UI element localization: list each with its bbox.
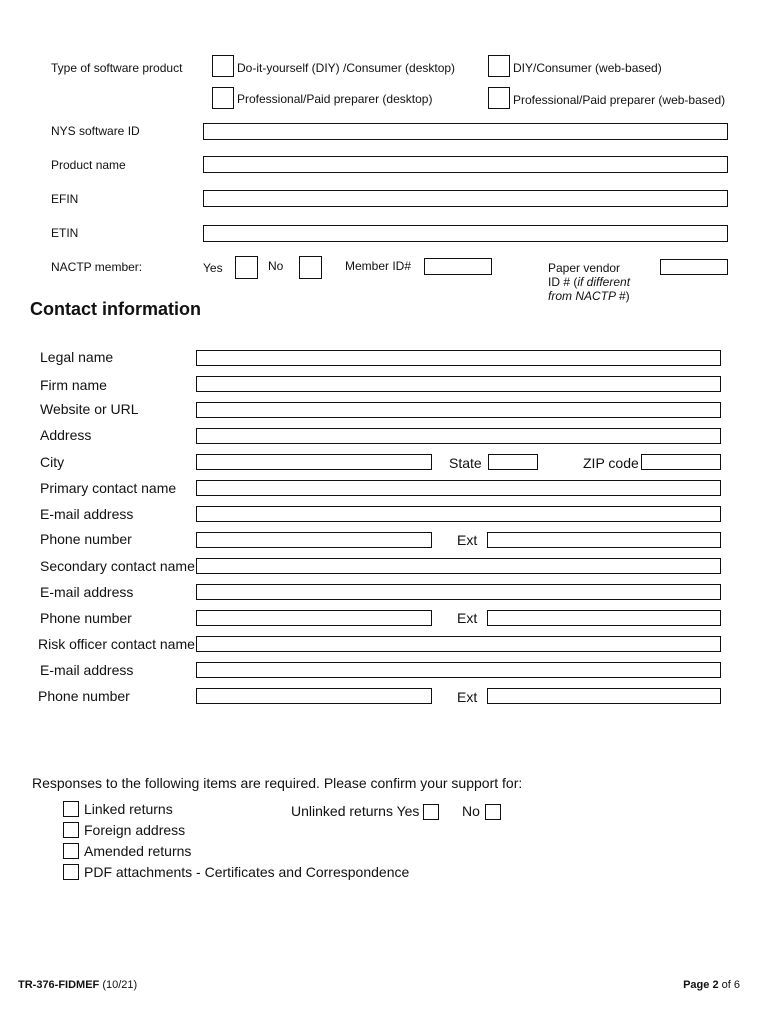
- risk-ext-label: Ext: [457, 689, 478, 705]
- foreign-address-checkbox[interactable]: [63, 822, 79, 838]
- paper-vendor-label: Paper vendor ID # (if different from NACTP #): [548, 261, 631, 303]
- linked-returns-label: Linked returns: [84, 801, 173, 817]
- zip-field[interactable]: [641, 454, 721, 470]
- nactp-yes-label: Yes: [203, 261, 223, 275]
- form-id: [18, 979, 137, 991]
- pro-web-label: Professional/Paid preparer (web-based): [513, 93, 726, 107]
- pdf-attachments-checkbox[interactable]: [63, 864, 79, 880]
- primary-email-field[interactable]: [196, 506, 721, 522]
- risk-phone-field[interactable]: [196, 688, 432, 704]
- unlinked-no-checkbox[interactable]: [485, 804, 501, 820]
- risk-contact-label: Risk officer contact name: [38, 636, 195, 652]
- efin-field[interactable]: [203, 190, 728, 207]
- primary-ext-label: Ext: [457, 532, 478, 548]
- member-id-field[interactable]: [424, 258, 492, 275]
- contact-info-heading: Contact information: [30, 299, 201, 319]
- nys-software-id-label: NYS software ID: [51, 124, 140, 138]
- risk-contact-field[interactable]: [196, 636, 721, 652]
- unlinked-returns-label: Unlinked returns Yes: [291, 803, 420, 819]
- nactp-member-label: NACTP member:: [51, 260, 143, 274]
- secondary-ext-field[interactable]: [487, 610, 721, 626]
- secondary-contact-label: Secondary contact name: [40, 558, 195, 574]
- risk-email-label: E-mail address: [40, 662, 134, 678]
- member-id-label: Member ID#: [345, 259, 412, 273]
- secondary-email-field[interactable]: [196, 584, 721, 600]
- secondary-contact-field[interactable]: [196, 558, 721, 574]
- unlinked-yes-checkbox[interactable]: [423, 804, 439, 820]
- product-name-field[interactable]: [203, 156, 728, 173]
- firm-name-label: Firm name: [40, 377, 107, 393]
- nactp-yes-checkbox[interactable]: [235, 256, 258, 279]
- pdf-attachments-label: PDF attachments - Certificates and Correspondence: [84, 864, 410, 880]
- address-label: Address: [40, 427, 92, 443]
- city-label: City: [40, 454, 65, 470]
- zip-label: ZIP code: [583, 455, 639, 471]
- unlinked-no-label: No: [462, 803, 480, 819]
- pro-desktop-checkbox[interactable]: [212, 87, 234, 109]
- address-field[interactable]: [196, 428, 721, 444]
- etin-label: ETIN: [51, 226, 79, 240]
- nactp-no-label: No: [268, 259, 284, 273]
- etin-field[interactable]: [203, 225, 728, 242]
- secondary-ext-label: Ext: [457, 610, 478, 626]
- state-field[interactable]: [488, 454, 538, 470]
- linked-returns-checkbox[interactable]: [63, 801, 79, 817]
- primary-contact-field[interactable]: [196, 480, 721, 496]
- website-field[interactable]: [196, 402, 721, 418]
- primary-ext-field[interactable]: [487, 532, 721, 548]
- primary-phone-label: Phone number: [40, 531, 132, 547]
- form-id-code: TR-376-FIDMEF: [18, 979, 100, 991]
- amended-returns-checkbox[interactable]: [63, 843, 79, 859]
- diy-web-checkbox[interactable]: [488, 55, 510, 77]
- risk-email-field[interactable]: [196, 662, 721, 678]
- city-field[interactable]: [196, 454, 432, 470]
- diy-desktop-label: Do-it-yourself (DIY) /Consumer (desktop): [237, 61, 456, 75]
- software-type-label: Type of software product: [51, 61, 183, 75]
- primary-phone-field[interactable]: [196, 532, 432, 548]
- state-label: State: [449, 455, 482, 471]
- secondary-phone-label: Phone number: [40, 610, 132, 626]
- risk-phone-label: Phone number: [38, 688, 130, 704]
- secondary-email-label: E-mail address: [40, 584, 134, 600]
- primary-contact-label: Primary contact name: [40, 480, 177, 496]
- legal-name-label: Legal name: [40, 349, 114, 365]
- diy-desktop-checkbox[interactable]: [212, 55, 234, 77]
- pro-web-checkbox[interactable]: [488, 87, 510, 109]
- amended-returns-label: Amended returns: [84, 843, 192, 859]
- paper-vendor-id-field[interactable]: [660, 259, 728, 275]
- nys-software-id-field[interactable]: [203, 123, 728, 140]
- risk-ext-field[interactable]: [487, 688, 721, 704]
- diy-web-label: DIY/Consumer (web-based): [513, 61, 662, 75]
- page-number: Page 2 of 6: [683, 979, 740, 991]
- efin-label: EFIN: [51, 192, 79, 206]
- secondary-phone-field[interactable]: [196, 610, 432, 626]
- website-label: Website or URL: [40, 401, 139, 417]
- foreign-address-label: Foreign address: [84, 822, 186, 838]
- pro-desktop-label: Professional/Paid preparer (desktop): [237, 92, 433, 106]
- legal-name-field[interactable]: [196, 350, 721, 366]
- product-name-label: Product name: [51, 158, 126, 172]
- form-date: (10/21): [102, 979, 138, 991]
- primary-email-label: E-mail address: [40, 506, 134, 522]
- responses-intro: Responses to the following items are required. Please confirm your support for:: [32, 775, 523, 791]
- firm-name-field[interactable]: [196, 376, 721, 392]
- nactp-no-checkbox[interactable]: [299, 256, 322, 279]
